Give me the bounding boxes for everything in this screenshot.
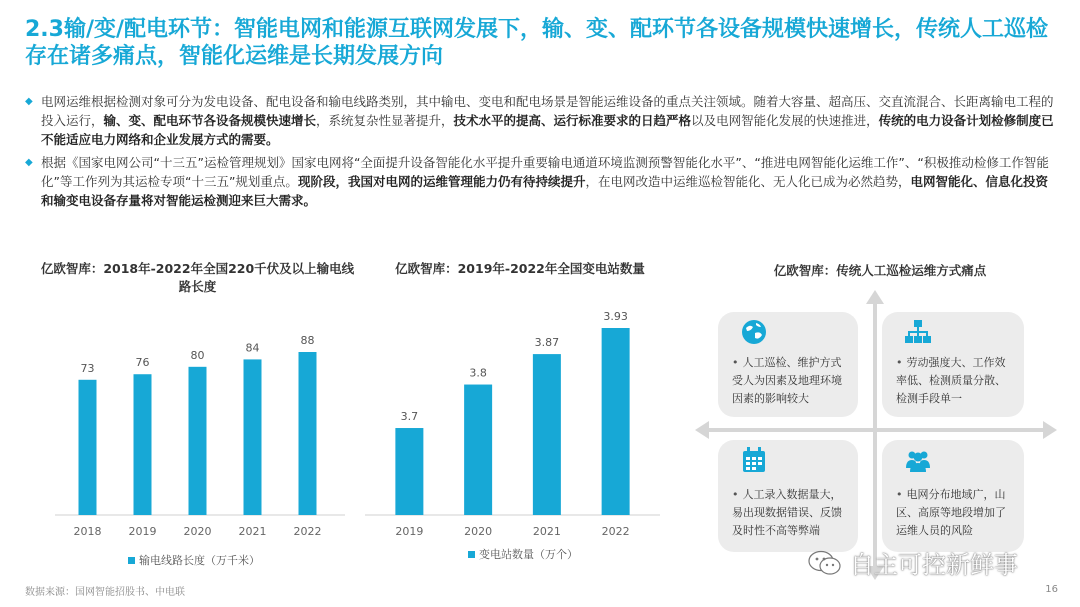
data-label: 3.8 bbox=[469, 366, 487, 380]
x-tick-label: 2019 bbox=[128, 525, 157, 538]
bar bbox=[533, 354, 561, 515]
org-chart-icon bbox=[904, 318, 932, 346]
data-label: 3.7 bbox=[400, 410, 419, 424]
data-label: 88 bbox=[300, 334, 315, 347]
data-source: 数据来源：国网智能招股书、中电联 bbox=[25, 587, 185, 598]
pain-point-box: • 电网分布地域广，山区、高原等地段增加了运维人员的风险 bbox=[882, 440, 1024, 552]
quadrant-title: 亿欧智库：传统人工巡检运维方式痛点 bbox=[773, 263, 987, 278]
bar bbox=[79, 380, 97, 515]
chart2-legend: 变电站数量（万个） bbox=[468, 546, 578, 562]
chart1-legend: 输电线路长度（万千米） bbox=[128, 552, 260, 568]
data-label: 84 bbox=[245, 341, 260, 355]
substation-bar-chart bbox=[365, 300, 665, 545]
people-icon bbox=[904, 446, 932, 474]
data-label: 80 bbox=[190, 348, 205, 362]
wechat-icon bbox=[808, 550, 842, 576]
bar bbox=[602, 328, 630, 515]
bar bbox=[134, 374, 152, 515]
x-tick-label: 2021 bbox=[238, 525, 267, 538]
bar bbox=[299, 352, 317, 515]
bullet-item: ◆ 根据《国家电网公司“十三五”运检管理规划》国家电网将“全面提升设备智能化水平提升重要输电通道环境监测预警智能化水平”、“推进电网智能化运维工作”、“积极推动检修工作智能化”等工作列为其运检专项“十三五”规划重点。现阶段，我国对电网的运维管理能力仍有待持续提升，在电网改造中运维巡检智能化、无人化已成为必然趋势，电网智能化、信息化投资和输变电设备存量将对智能运检测迎来巨大需求。 bbox=[25, 155, 1049, 208]
legend-swatch bbox=[128, 557, 135, 564]
x-tick-label: 2018 bbox=[73, 525, 102, 538]
pain-point-box: • 人工录入数据量大，易出现数据错误、反馈及时性不高等弊端 bbox=[718, 440, 858, 552]
data-label: 3.93 bbox=[603, 310, 628, 323]
bar bbox=[244, 359, 262, 515]
page-title: 2.3输/变/配电环节：智能电网和能源互联网发展下，输、变、配环节各设备规模快速增长，传统人工巡检存在诸多痛点，智能化运维是长期发展方向 bbox=[25, 17, 1049, 69]
data-label: 76 bbox=[135, 356, 150, 370]
diamond-bullet-icon: ◆ bbox=[25, 96, 33, 107]
pain-point-box: • 劳动强度大、工作效率低、检测质量分散、检测手段单一 bbox=[882, 312, 1024, 417]
bullet-list bbox=[25, 92, 1060, 214]
chart2-title: 亿欧智库：2019年-2022年全国变电站数量 bbox=[395, 261, 645, 276]
x-tick-label: 2022 bbox=[601, 525, 630, 538]
calendar-icon bbox=[740, 446, 768, 474]
chart1-title: 亿欧智库：2018年-2022年全国220千伏及以上输电线路长度 bbox=[40, 261, 355, 294]
x-tick-label: 2019 bbox=[395, 525, 424, 538]
x-tick-label: 2020 bbox=[464, 525, 493, 538]
bar bbox=[395, 428, 423, 515]
bar bbox=[464, 385, 492, 515]
x-tick-label: 2020 bbox=[183, 525, 212, 538]
legend-swatch bbox=[468, 551, 475, 558]
data-label: 3.87 bbox=[534, 336, 560, 350]
data-label: 73 bbox=[80, 361, 95, 375]
x-tick-label: 2022 bbox=[293, 525, 322, 538]
globe-icon bbox=[740, 318, 768, 346]
x-tick-label: 2021 bbox=[532, 525, 561, 538]
transmission-line-bar-chart bbox=[55, 300, 350, 545]
page-number: 16 bbox=[1045, 584, 1058, 595]
watermark: 自主可控新鲜事 bbox=[808, 545, 1018, 580]
diamond-bullet-icon: ◆ bbox=[25, 157, 33, 168]
bar bbox=[189, 367, 207, 515]
pain-point-box: • 人工巡检、维护方式受人为因素及地理环境因素的影响较大 bbox=[718, 312, 858, 417]
bullet-item: ◆ 电网运维根据检测对象可分为发电设备、配电设备和输电线路类别，其中输电、变电和配电场景是智能运维设备的重点关注领域。随着大容量、超高压、交直流混合、长距离输电工程的投入运行，输、变、配电环节各设备规模快速增长，系统复杂性显著提升，技术水平的提高、运行标准要求的日趋严格以及电网智能化发展的快速推进，传统的电力设备计划检修制度已不能适应电力网络和企业发展方式的需要。 bbox=[25, 94, 1054, 147]
